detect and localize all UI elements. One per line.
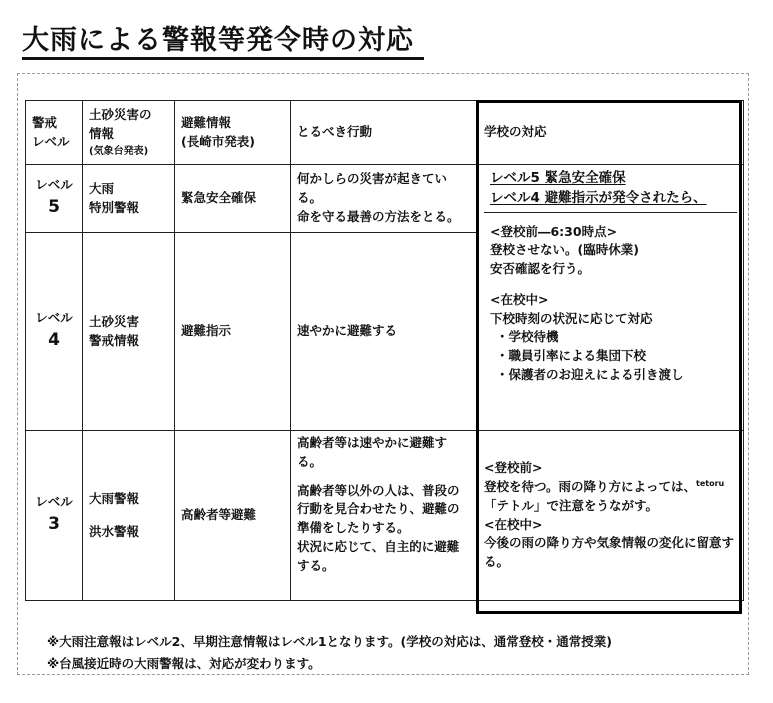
level3-label: レベル bbox=[35, 494, 73, 510]
header-evacuation-label: 避難情報 bbox=[181, 114, 232, 130]
in-school-line1: 下校時刻の状況に応じて対応 bbox=[490, 310, 653, 326]
footnote-1: ※大雨注意報はレベル2、早期注意情報はレベル1となります。(学校の対応は、通常登校・通常授業) bbox=[47, 634, 612, 649]
level3-in-text: 今後の雨の降り方や気象情報の変化に留意する。 bbox=[484, 535, 735, 570]
table-row-level5 bbox=[26, 165, 744, 233]
level5-landslide bbox=[83, 165, 175, 233]
header-landslide-source: (気象台発表) bbox=[89, 145, 149, 157]
level4-actions: 速やかに避難する bbox=[291, 233, 478, 431]
level5-landslide-line2: 特別警報 bbox=[89, 199, 140, 215]
level5-evacuation: 緊急安全確保 bbox=[175, 165, 291, 233]
before-school-heading: <登校前―6:30時点> bbox=[490, 223, 618, 239]
level5-action-1: 何かしらの災害が起きている。 bbox=[297, 171, 448, 206]
level5-action-2: 命を守る最善の方法をとる。 bbox=[297, 208, 460, 224]
level5-number: 5 bbox=[48, 197, 60, 218]
level4-cell bbox=[26, 233, 83, 431]
school-top-line1: レベル5 緊急安全確保 bbox=[490, 170, 626, 186]
school-response-level3 bbox=[478, 431, 744, 601]
level4-landslide-line2: 警戒情報 bbox=[89, 332, 140, 348]
level4-number: 4 bbox=[48, 330, 60, 351]
header-landslide-line2: 情報 bbox=[89, 126, 115, 141]
before-school-line2: 安否確認を行う。 bbox=[490, 261, 591, 276]
school-body-block bbox=[484, 213, 737, 389]
header-evacuation-info bbox=[175, 101, 291, 165]
level3-landslide-line1: 大雨警報 bbox=[89, 490, 140, 506]
school-top-line2: レベル4 避難指示が発令されたら、 bbox=[490, 190, 707, 207]
level3-before-text-part2: 「テトル」で注意をうながす。 bbox=[484, 497, 659, 513]
level3-cell bbox=[26, 431, 83, 601]
level3-before-text bbox=[484, 478, 737, 497]
alert-response-table bbox=[25, 100, 744, 601]
before-school-line1: 登校させない。(臨時休業) bbox=[490, 242, 639, 258]
header-landslide-info bbox=[83, 101, 175, 165]
level4-landslide-line1: 土砂災害 bbox=[89, 313, 140, 329]
level3-action-2: 高齢者等以外の人は、普段の行動を見合わせたり、避難の準備をしたりする。 bbox=[297, 482, 460, 535]
level3-before-text-part1: 登校を待つ。雨の降り方によっては、 bbox=[484, 479, 697, 495]
header-landslide-line1: 土砂災害の bbox=[89, 107, 152, 123]
level5-actions bbox=[291, 165, 478, 233]
in-school-line3: ・職員引率による集団下校 bbox=[496, 348, 647, 363]
header-evacuation-source: (長崎市発表) bbox=[181, 133, 255, 149]
table-header-row bbox=[26, 101, 744, 165]
level3-action-1: 高齢者等は速やかに避難する。 bbox=[297, 435, 448, 469]
level3-evacuation: 高齢者等避難 bbox=[175, 431, 291, 601]
footnote-2: ※台風接近時の大雨警報は、対応が変わります。 bbox=[47, 656, 321, 671]
level3-action-3: 状況に応じて、自主的に避難する。 bbox=[297, 538, 460, 573]
level5-label: レベル bbox=[35, 177, 73, 193]
school-response-level5-4 bbox=[478, 165, 744, 431]
level4-landslide bbox=[83, 233, 175, 431]
page-title: 大雨による警報等発令時の対応 bbox=[22, 25, 414, 56]
level3-landslide bbox=[83, 431, 175, 601]
level3-landslide-line2: 洪水警報 bbox=[89, 523, 140, 539]
level4-evacuation: 避難指示 bbox=[175, 233, 291, 431]
header-school-response: 学校の対応 bbox=[478, 101, 744, 165]
school-top-block bbox=[484, 165, 737, 213]
level3-before-heading: <登校前> bbox=[484, 460, 543, 476]
header-actions: とるべき行動 bbox=[291, 101, 478, 165]
table-row-level3 bbox=[26, 431, 744, 601]
tetoru-tag: tetoru bbox=[696, 478, 725, 488]
in-school-line4: ・保護者のお迎えによる引き渡し bbox=[496, 366, 684, 382]
header-alert-level bbox=[26, 101, 83, 165]
footnotes bbox=[47, 631, 612, 675]
title-underline bbox=[22, 57, 424, 60]
level3-actions bbox=[291, 431, 478, 601]
header-alert-level-line1: 警戒 bbox=[32, 114, 58, 130]
in-school-heading: <在校中> bbox=[490, 291, 549, 307]
header-alert-level-line2: レベル bbox=[32, 133, 70, 149]
level5-cell bbox=[26, 165, 83, 233]
level3-number: 3 bbox=[48, 514, 60, 535]
level5-landslide-line1: 大雨 bbox=[89, 180, 115, 196]
level3-in-heading: <在校中> bbox=[484, 516, 543, 532]
in-school-line2: ・学校待機 bbox=[496, 329, 559, 345]
level4-label: レベル bbox=[35, 310, 73, 326]
